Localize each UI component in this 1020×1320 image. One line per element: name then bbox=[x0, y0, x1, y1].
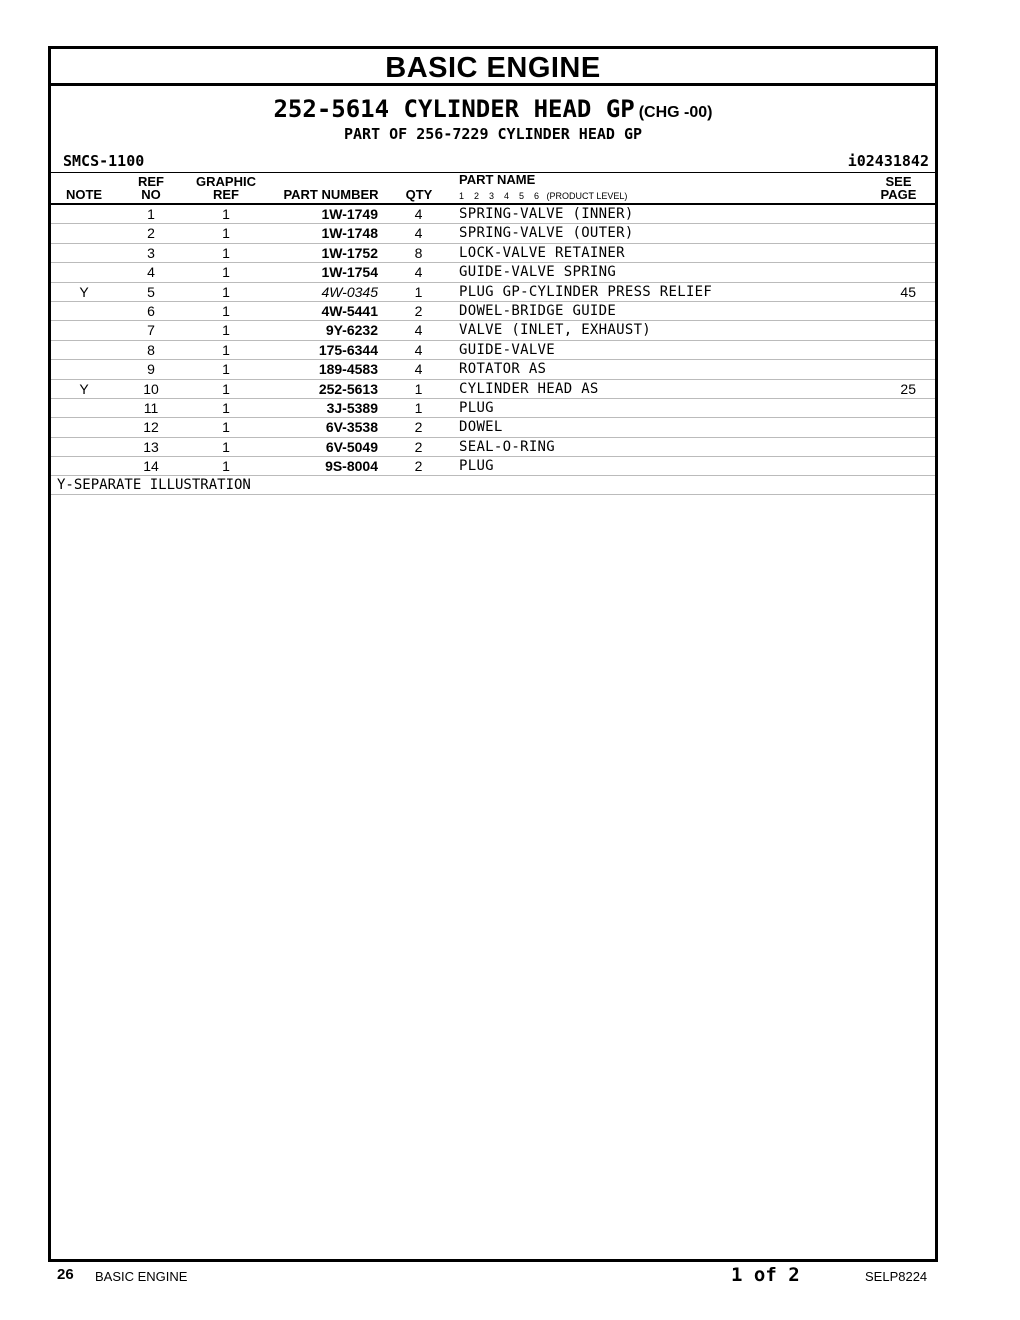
row-part-name: SPRING-VALVE (INNER) bbox=[459, 206, 634, 222]
table-row bbox=[51, 360, 935, 379]
table-row bbox=[51, 283, 935, 302]
row-graphic-ref: 1 bbox=[222, 264, 230, 281]
row-qty: 4 bbox=[414, 206, 423, 222]
row-ref-no: 12 bbox=[143, 419, 159, 436]
table-row bbox=[51, 244, 935, 263]
row-part-number: 1W-1748 bbox=[321, 225, 378, 242]
row-ref-no: 1 bbox=[147, 206, 155, 222]
change-level: (CHG -00) bbox=[638, 104, 713, 121]
row-part-number: 9Y-6232 bbox=[325, 322, 378, 339]
row-ref-no: 5 bbox=[147, 283, 155, 300]
row-qty: 2 bbox=[414, 419, 423, 436]
row-part-name: DOWEL-BRIDGE GUIDE bbox=[459, 302, 617, 319]
row-qty: 4 bbox=[414, 322, 423, 339]
row-qty: 4 bbox=[414, 341, 423, 358]
header-part-name: PART NAME bbox=[459, 172, 536, 187]
row-ref-no: 10 bbox=[143, 380, 159, 397]
row-part-name: CYLINDER HEAD AS bbox=[459, 380, 599, 397]
part-of-line: PART OF 256-7229 CYLINDER HEAD GP bbox=[343, 125, 642, 143]
group-title: 252-5614 CYLINDER HEAD GP bbox=[273, 95, 635, 123]
footer-page-of: 1 of 2 bbox=[731, 1264, 800, 1286]
table-row bbox=[51, 438, 935, 457]
row-part-number: 6V-5049 bbox=[325, 438, 378, 455]
row-ref-no: 4 bbox=[147, 264, 155, 281]
row-ref-no: 14 bbox=[143, 458, 159, 475]
row-graphic-ref: 1 bbox=[222, 458, 230, 475]
row-part-name: VALVE (INLET, EXHAUST) bbox=[459, 322, 652, 339]
header-product-level: 1 2 3 4 5 6 (PRODUCT LEVEL) bbox=[459, 191, 628, 201]
row-graphic-ref: 1 bbox=[222, 225, 230, 242]
row-part-name: PLUG bbox=[459, 458, 494, 475]
row-ref-no: 3 bbox=[147, 244, 155, 261]
row-ref-no: 13 bbox=[143, 438, 159, 455]
table-row bbox=[51, 457, 935, 476]
footnote: Y-SEPARATE ILLUSTRATION bbox=[51, 476, 935, 495]
row-graphic-ref: 1 bbox=[222, 399, 230, 416]
row-graphic-ref: 1 bbox=[222, 206, 230, 222]
row-qty: 2 bbox=[414, 458, 423, 475]
row-part-number: 252-5613 bbox=[318, 380, 378, 397]
row-qty: 4 bbox=[414, 361, 423, 378]
group-title-line bbox=[51, 96, 935, 122]
header-note: NOTE bbox=[65, 187, 103, 202]
footer-page-number: 26 bbox=[57, 1266, 74, 1283]
footer-section: BASIC ENGINE bbox=[95, 1269, 188, 1284]
row-part-name: SPRING-VALVE (OUTER) bbox=[459, 225, 634, 242]
row-part-number: 9S-8004 bbox=[325, 458, 378, 475]
row-qty: 1 bbox=[414, 399, 423, 416]
row-graphic-ref: 1 bbox=[222, 283, 230, 300]
row-part-name: LOCK-VALVE RETAINER bbox=[459, 244, 625, 261]
row-ref-no: 2 bbox=[147, 225, 155, 242]
row-ref-no: 6 bbox=[147, 302, 155, 319]
row-graphic-ref: 1 bbox=[222, 380, 230, 397]
page-footer bbox=[0, 1262, 1020, 1292]
table-row bbox=[51, 399, 935, 418]
header-see-bottom: PAGE bbox=[880, 187, 917, 202]
row-qty: 8 bbox=[414, 244, 423, 261]
row-qty: 4 bbox=[414, 264, 423, 281]
section-title: BASIC ENGINE bbox=[51, 49, 935, 86]
header-graphic-bottom: REF bbox=[213, 187, 239, 202]
row-see-page: 45 bbox=[900, 283, 916, 300]
table-row bbox=[51, 418, 935, 437]
smcs-row bbox=[51, 150, 935, 172]
row-ref-no: 7 bbox=[147, 322, 155, 339]
row-part-number: 175-6344 bbox=[318, 341, 378, 358]
row-graphic-ref: 1 bbox=[222, 419, 230, 436]
header-graphic-top: GRAPHIC bbox=[196, 174, 256, 189]
row-part-number: 4W-0345 bbox=[321, 283, 378, 300]
row-ref-no: 8 bbox=[147, 341, 155, 358]
header-see-top: SEE bbox=[885, 174, 912, 189]
table-row bbox=[51, 302, 935, 321]
footer-doc-code: SELP8224 bbox=[865, 1269, 928, 1284]
row-qty: 4 bbox=[414, 225, 423, 242]
row-part-number: 3J-5389 bbox=[326, 399, 378, 416]
row-part-number: 4W-5441 bbox=[321, 302, 378, 319]
row-note: Y bbox=[79, 283, 89, 300]
row-ref-no: 11 bbox=[143, 399, 159, 416]
table-row bbox=[51, 205, 935, 224]
illustration-id: i02431842 bbox=[847, 152, 929, 170]
row-ref-no: 9 bbox=[147, 361, 155, 378]
row-graphic-ref: 1 bbox=[222, 244, 230, 261]
smcs-code: SMCS-1100 bbox=[63, 152, 145, 170]
header-qty: QTY bbox=[405, 187, 433, 202]
row-qty: 2 bbox=[414, 438, 423, 455]
page-frame bbox=[48, 46, 938, 1262]
row-graphic-ref: 1 bbox=[222, 302, 230, 319]
row-qty: 2 bbox=[414, 302, 423, 319]
parts-table-body bbox=[51, 205, 935, 476]
row-qty: 1 bbox=[414, 283, 423, 300]
row-part-number: 1W-1752 bbox=[321, 244, 378, 261]
row-part-name: PLUG bbox=[459, 399, 494, 416]
header-ref-top: REF bbox=[138, 174, 164, 189]
row-note: Y bbox=[79, 380, 89, 397]
row-part-name: ROTATOR AS bbox=[459, 361, 547, 378]
row-part-number: 6V-3538 bbox=[325, 419, 378, 436]
row-graphic-ref: 1 bbox=[222, 341, 230, 358]
table-row bbox=[51, 380, 935, 399]
table-row bbox=[51, 263, 935, 282]
row-part-name: GUIDE-VALVE SPRING bbox=[459, 264, 617, 281]
row-part-name: DOWEL bbox=[459, 419, 503, 436]
row-graphic-ref: 1 bbox=[222, 361, 230, 378]
table-row bbox=[51, 224, 935, 243]
row-part-name: PLUG GP-CYLINDER PRESS RELIEF bbox=[459, 283, 713, 300]
row-part-name: GUIDE-VALVE bbox=[459, 341, 556, 358]
table-row bbox=[51, 321, 935, 340]
row-part-number: 189-4583 bbox=[318, 361, 378, 378]
row-graphic-ref: 1 bbox=[222, 322, 230, 339]
header-part-number: PART NUMBER bbox=[283, 187, 379, 202]
table-header bbox=[51, 172, 935, 205]
row-qty: 1 bbox=[414, 380, 423, 397]
row-part-name: SEAL-O-RING bbox=[459, 438, 556, 455]
row-part-number: 1W-1749 bbox=[321, 206, 378, 222]
row-see-page: 25 bbox=[900, 380, 916, 397]
row-part-number: 1W-1754 bbox=[321, 264, 378, 281]
row-graphic-ref: 1 bbox=[222, 438, 230, 455]
header-ref-bottom: NO bbox=[141, 187, 161, 202]
table-row bbox=[51, 341, 935, 360]
